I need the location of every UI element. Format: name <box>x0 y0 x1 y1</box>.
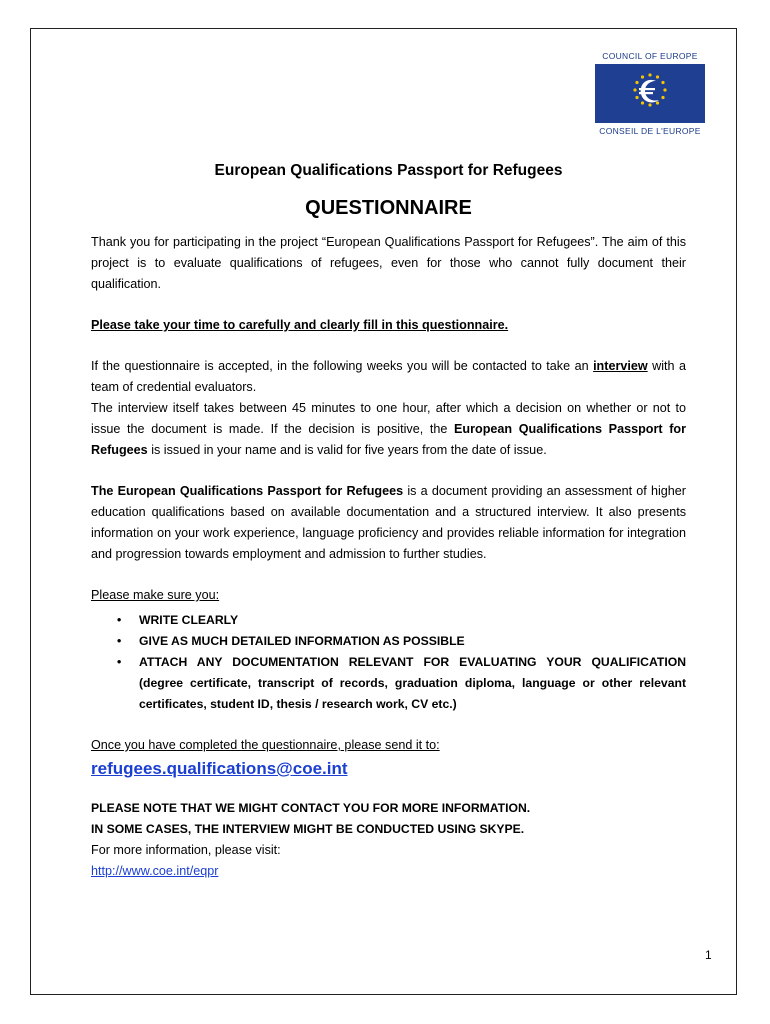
checklist <box>91 610 686 715</box>
email-link[interactable]: refugees.qualifications@coe.int <box>91 759 348 778</box>
list-item-text: GIVE AS MUCH DETAILED INFORMATION AS POSSIBLE <box>139 634 465 648</box>
document-body <box>91 160 686 882</box>
logo-flag <box>595 64 705 123</box>
page-number: 1 <box>705 948 712 962</box>
bullet-icon: • <box>117 613 122 627</box>
logo-top-text: COUNCIL OF EUROPE <box>602 51 698 61</box>
interview-text-1: If the questionnaire is accepted, in the following weeks you will be contacted to take an <box>91 359 594 373</box>
interview-paragraph <box>91 356 686 398</box>
more-info-text: For more information, please visit: <box>91 843 281 857</box>
logo-bottom-text: CONSEIL DE L'EUROPE <box>599 126 701 136</box>
note-skype: IN SOME CASES, THE INTERVIEW MIGHT BE CONDUCTED USING SKYPE. <box>91 822 525 836</box>
list-item <box>91 610 686 631</box>
interview-details-bold: European Qualifications Passport for Refugees <box>91 422 687 457</box>
interview-keyword: interview <box>593 359 648 373</box>
description-paragraph <box>91 481 686 565</box>
description-bold: The European Qualifications Passport for Refugees <box>91 484 404 498</box>
council-of-europe-logo <box>595 51 705 136</box>
list-item <box>91 631 686 652</box>
logo-emblem-icon <box>595 64 705 123</box>
document-title: European Qualifications Passport for Refugees <box>214 162 563 179</box>
note-contact: PLEASE NOTE THAT WE MIGHT CONTACT YOU FOR MORE INFORMATION. <box>91 801 531 815</box>
bullet-icon: • <box>117 655 122 669</box>
questionnaire-heading: QUESTIONNAIRE <box>305 197 472 219</box>
interview-details-paragraph <box>91 398 686 461</box>
intro-paragraph: Thank you for participating in the project “European Qualifications Passport for Refugees”. The aim of this project is to evaluate qualifications of refugees, even for those who cannot fully document their qualification. <box>91 235 686 291</box>
interview-text-2: with a team of credential evaluators. <box>91 359 686 394</box>
instruction-line: Please take your time to carefully and clearly fill in this questionnaire. <box>91 318 509 332</box>
interview-details-text-2: is issued in your name and is valid for five years from the date of issue. <box>147 443 547 457</box>
website-link[interactable]: http://www.coe.int/eqpr <box>91 864 219 878</box>
interview-details-text-1: The interview itself takes between 45 minutes to one hour, after which a decision on whether or not to issue the document is made. If the decision is positive, the <box>91 401 686 436</box>
description-text: is a document providing an assessment of higher education qualifications based on available documentation and a structured interview. It also presents information on your work experience, language proficiency and provides reliable information for integration and progression towards employment and admission to further studies. <box>91 484 687 561</box>
list-item-text: WRITE CLEARLY <box>139 613 239 627</box>
checklist-heading: Please make sure you: <box>91 588 220 602</box>
list-item <box>91 652 686 715</box>
submit-instruction: Once you have completed the questionnaire, please send it to: <box>91 738 440 752</box>
bullet-icon: • <box>117 634 122 648</box>
list-item-text: ATTACH ANY DOCUMENTATION RELEVANT FOR EVALUATING YOUR QUALIFICATION (degree certificate, transcript of records, graduation diploma, language or other relevant certificates, student ID, thesis / research work, CV etc.) <box>139 655 686 711</box>
